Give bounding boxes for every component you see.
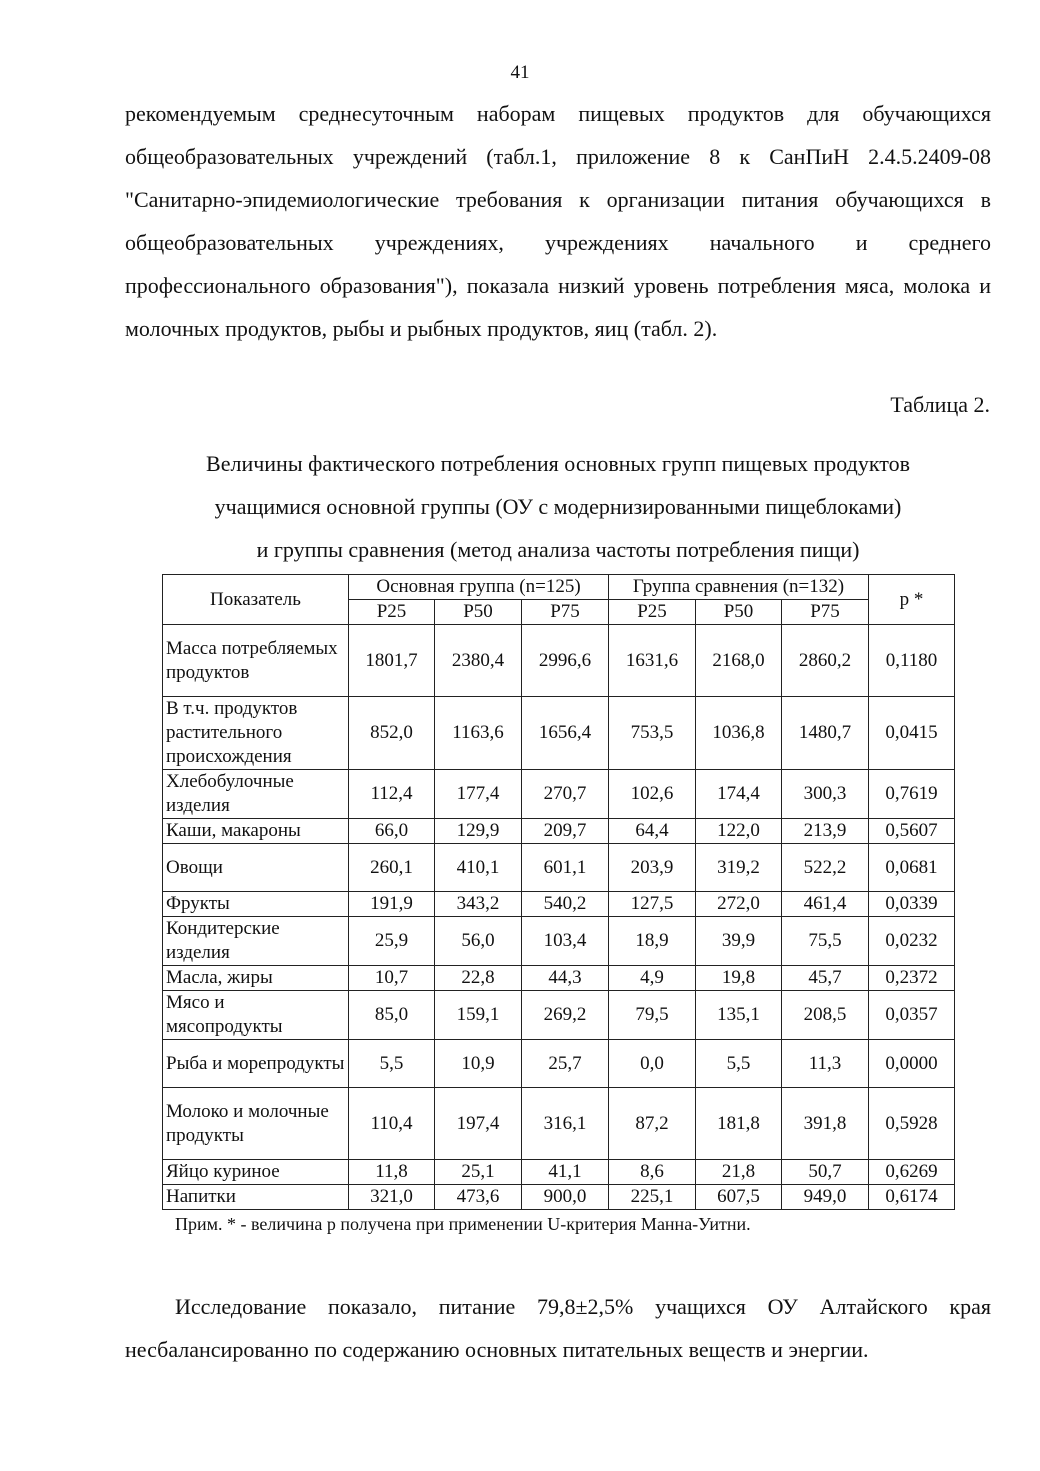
value-cell: 2168,0 xyxy=(696,625,782,697)
table-row xyxy=(163,697,955,770)
value-cell: 79,5 xyxy=(609,991,696,1040)
p-value-cell: 0,6269 xyxy=(869,1160,955,1185)
value-cell: 197,4 xyxy=(435,1088,522,1160)
subheader-cell: P50 xyxy=(696,600,782,625)
value-cell: 129,9 xyxy=(435,819,522,844)
subheader-cell: P75 xyxy=(522,600,609,625)
value-cell: 316,1 xyxy=(522,1088,609,1160)
value-cell: 191,9 xyxy=(349,892,435,917)
subheader-cell: P25 xyxy=(349,600,435,625)
caption-line: и группы сравнения (метод анализа частоты потребления пищи) xyxy=(256,537,860,562)
table-note: Прим. * - величина p получена при применении U-критерия Манна-Уитни. xyxy=(175,1214,751,1234)
p-value-cell: 0,0357 xyxy=(869,991,955,1040)
row-indicator: Масла, жиры xyxy=(163,966,349,991)
table-row xyxy=(163,1088,955,1160)
row-indicator: Овощи xyxy=(163,844,349,892)
value-cell: 127,5 xyxy=(609,892,696,917)
row-indicator: Каши, макароны xyxy=(163,819,349,844)
value-cell: 85,0 xyxy=(349,991,435,1040)
value-cell: 213,9 xyxy=(782,819,869,844)
table-row xyxy=(163,844,955,892)
p-value-cell: 0,5607 xyxy=(869,819,955,844)
value-cell: 2996,6 xyxy=(522,625,609,697)
value-cell: 25,9 xyxy=(349,917,435,966)
value-cell: 5,5 xyxy=(696,1040,782,1088)
table-row xyxy=(163,1185,955,1210)
value-cell: 10,7 xyxy=(349,966,435,991)
value-cell: 203,9 xyxy=(609,844,696,892)
value-cell: 1163,6 xyxy=(435,697,522,770)
subheader-cell: P25 xyxy=(609,600,696,625)
value-cell: 1656,4 xyxy=(522,697,609,770)
table-row xyxy=(163,892,955,917)
value-cell: 1036,8 xyxy=(696,697,782,770)
value-cell: 473,6 xyxy=(435,1185,522,1210)
value-cell: 64,4 xyxy=(609,819,696,844)
row-indicator: Хлебобулочные изделия xyxy=(163,770,349,819)
table-row xyxy=(163,1040,955,1088)
page-number: 41 xyxy=(510,62,530,83)
value-cell: 260,1 xyxy=(349,844,435,892)
header-main-group: Основная группа (n=125) xyxy=(349,575,609,600)
value-cell: 0,0 xyxy=(609,1040,696,1088)
p-value-cell: 0,1180 xyxy=(869,625,955,697)
value-cell: 209,7 xyxy=(522,819,609,844)
value-cell: 1631,6 xyxy=(609,625,696,697)
row-indicator: Кондитерские изделия xyxy=(163,917,349,966)
value-cell: 410,1 xyxy=(435,844,522,892)
table-row xyxy=(163,770,955,819)
value-cell: 87,2 xyxy=(609,1088,696,1160)
table-row xyxy=(163,917,955,966)
table-body xyxy=(163,625,955,1210)
value-cell: 110,4 xyxy=(349,1088,435,1160)
header-comparison-group: Группа сравнения (n=132) xyxy=(609,575,869,600)
value-cell: 601,1 xyxy=(522,844,609,892)
subheader-cell: P50 xyxy=(435,600,522,625)
value-cell: 25,1 xyxy=(435,1160,522,1185)
p-value-cell: 0,0000 xyxy=(869,1040,955,1088)
value-cell: 2860,2 xyxy=(782,625,869,697)
value-cell: 753,5 xyxy=(609,697,696,770)
value-cell: 522,2 xyxy=(782,844,869,892)
value-cell: 44,3 xyxy=(522,966,609,991)
p-value-cell: 0,0339 xyxy=(869,892,955,917)
value-cell: 607,5 xyxy=(696,1185,782,1210)
value-cell: 19,8 xyxy=(696,966,782,991)
value-cell: 10,9 xyxy=(435,1040,522,1088)
value-cell: 56,0 xyxy=(435,917,522,966)
table-row xyxy=(163,991,955,1040)
p-value-cell: 0,0415 xyxy=(869,697,955,770)
value-cell: 174,4 xyxy=(696,770,782,819)
value-cell: 208,5 xyxy=(782,991,869,1040)
p-value-cell: 0,0232 xyxy=(869,917,955,966)
value-cell: 45,7 xyxy=(782,966,869,991)
header-p-value: p * xyxy=(869,575,955,625)
row-indicator: Яйцо куриное xyxy=(163,1160,349,1185)
value-cell: 177,4 xyxy=(435,770,522,819)
value-cell: 272,0 xyxy=(696,892,782,917)
body-paragraph: рекомендуемым среднесуточным наборам пищевых продуктов для обучающихся общеобразовательных учреждений (табл.1, приложение 8 к СанПиН 2.4.5.2409-08 "Санитарно-эпидемиологические требования к организации питания обучающихся в общеобразовательных учреждениях, учреждениях начального и среднего профессионального образования"), показала низкий уровень потребления мяса, молока и молочных продуктов, рыбы и рыбных продуктов, яиц (табл. 2). xyxy=(125,101,991,341)
value-cell: 103,4 xyxy=(522,917,609,966)
table-row xyxy=(163,1160,955,1185)
value-cell: 852,0 xyxy=(349,697,435,770)
row-indicator: В т.ч. продуктов растительного происхождения xyxy=(163,697,349,770)
value-cell: 18,9 xyxy=(609,917,696,966)
value-cell: 270,7 xyxy=(522,770,609,819)
caption-line: Величины фактического потребления основных групп пищевых продуктов xyxy=(206,451,910,476)
p-value-cell: 0,0681 xyxy=(869,844,955,892)
row-indicator: Рыба и морепродукты xyxy=(163,1040,349,1088)
value-cell: 900,0 xyxy=(522,1185,609,1210)
value-cell: 391,8 xyxy=(782,1088,869,1160)
row-indicator: Мясо и мясопродукты xyxy=(163,991,349,1040)
value-cell: 41,1 xyxy=(522,1160,609,1185)
value-cell: 181,8 xyxy=(696,1088,782,1160)
row-indicator: Фрукты xyxy=(163,892,349,917)
value-cell: 949,0 xyxy=(782,1185,869,1210)
caption-line: учащимися основной группы (ОУ с модернизированными пищеблоками) xyxy=(214,494,902,519)
value-cell: 321,0 xyxy=(349,1185,435,1210)
value-cell: 300,3 xyxy=(782,770,869,819)
p-value-cell: 0,6174 xyxy=(869,1185,955,1210)
value-cell: 159,1 xyxy=(435,991,522,1040)
table-row xyxy=(163,966,955,991)
value-cell: 66,0 xyxy=(349,819,435,844)
value-cell: 1801,7 xyxy=(349,625,435,697)
value-cell: 269,2 xyxy=(522,991,609,1040)
value-cell: 25,7 xyxy=(522,1040,609,1088)
value-cell: 1480,7 xyxy=(782,697,869,770)
p-value-cell: 0,7619 xyxy=(869,770,955,819)
value-cell: 112,4 xyxy=(349,770,435,819)
value-cell: 461,4 xyxy=(782,892,869,917)
value-cell: 50,7 xyxy=(782,1160,869,1185)
row-indicator: Молоко и молочные продукты xyxy=(163,1088,349,1160)
value-cell: 319,2 xyxy=(696,844,782,892)
value-cell: 122,0 xyxy=(696,819,782,844)
table-row xyxy=(163,625,955,697)
value-cell: 11,8 xyxy=(349,1160,435,1185)
table-label: Таблица 2. xyxy=(890,392,990,417)
row-indicator: Масса потребляемых продуктов xyxy=(163,625,349,697)
p-value-cell: 0,5928 xyxy=(869,1088,955,1160)
table-caption xyxy=(125,442,991,571)
value-cell: 102,6 xyxy=(609,770,696,819)
value-cell: 8,6 xyxy=(609,1160,696,1185)
value-cell: 39,9 xyxy=(696,917,782,966)
value-cell: 135,1 xyxy=(696,991,782,1040)
value-cell: 22,8 xyxy=(435,966,522,991)
value-cell: 11,3 xyxy=(782,1040,869,1088)
value-cell: 21,8 xyxy=(696,1160,782,1185)
value-cell: 343,2 xyxy=(435,892,522,917)
value-cell: 225,1 xyxy=(609,1185,696,1210)
value-cell: 5,5 xyxy=(349,1040,435,1088)
value-cell: 4,9 xyxy=(609,966,696,991)
table-row xyxy=(163,819,955,844)
value-cell: 75,5 xyxy=(782,917,869,966)
row-indicator: Напитки xyxy=(163,1185,349,1210)
p-value-cell: 0,2372 xyxy=(869,966,955,991)
header-indicator: Показатель xyxy=(163,575,349,625)
value-cell: 540,2 xyxy=(522,892,609,917)
subheader-cell: P75 xyxy=(782,600,869,625)
value-cell: 2380,4 xyxy=(435,625,522,697)
body-paragraph: Исследование показало, питание 79,8±2,5% учащихся ОУ Алтайского края несбалансированно по содержанию основных питательных веществ и энергии. xyxy=(125,1294,991,1362)
consumption-table xyxy=(162,574,955,1210)
